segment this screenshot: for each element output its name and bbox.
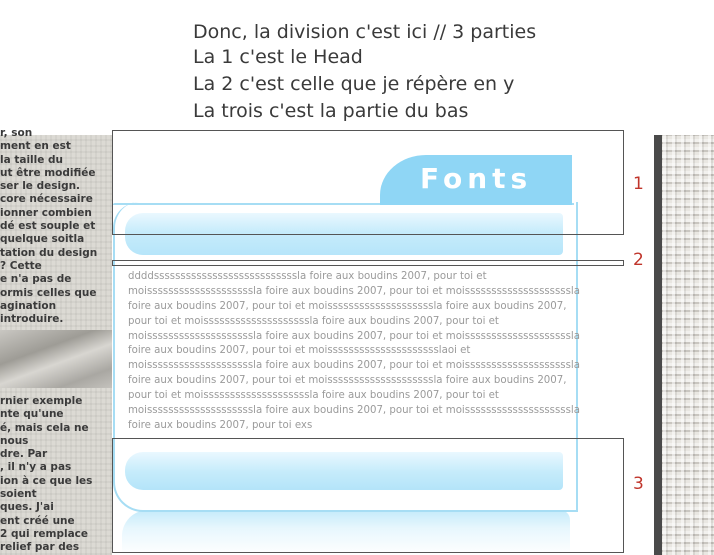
left-line: la taille du [0,153,64,166]
body-line: foire aux boudins 2007, pour toi et moissssssssssssssssssssslaoi et [128,345,471,357]
region-label-1: 1 [633,174,644,194]
left-line: core nécessaire [0,193,93,206]
body-line: foire aux boudins 2007, pour toi et moissssssssssssssssssssla foire aux boudins 2007, [128,375,567,387]
body-line: pour toi et moissssssssssssssssssssla foire aux boudins 2007, pour toi et [128,315,499,327]
body-line: foire aux boudins 2007, pour toi et moissssssssssssssssssssla foire aux boudins 2007, [128,300,567,312]
left-line: r, son [0,127,33,139]
left-line: nous [0,434,29,447]
region-bottom-outline [112,438,624,553]
left-line: ment en est [0,140,71,153]
left-line: agination [0,299,57,312]
annotation-line-2: La 1 c'est le Head [193,46,363,68]
body-line: pour toi et moissssssssssssssssssssla foire aux boudins 2007, pour toi et [128,390,499,402]
left-line: é, mais cela ne [0,421,89,434]
left-line: relief par des [0,541,80,554]
right-column-edge [654,135,662,555]
body-line: foire aux boudins 2007, pour toi exs [128,419,313,431]
left-line: ent créé une [0,514,75,527]
left-line: 2 qui remplace [0,527,88,540]
region-middle-outline [112,260,624,266]
fonts-body-text [128,270,578,434]
left-line: rnier exemple [0,395,83,407]
left-photo [0,330,112,388]
body-line: moissssssssssssssssssssla foire aux boudins 2007, pour toi et moissssssssssssssssssssla [128,360,580,372]
left-line: nte qu'une [0,408,64,421]
left-line: , il n'y a pas [0,461,72,474]
left-line: tation du design [0,246,98,259]
left-line: soient [0,488,37,501]
left-text-top [0,127,112,326]
left-line: ? Cette [0,259,42,272]
left-line: ques. J'ai [0,501,54,514]
left-line: ormis celles que [0,286,97,299]
region-label-2: 2 [633,250,644,270]
fonts-title: Fonts [420,162,533,195]
annotation-line-3: La 2 c'est celle que je répère en y [193,73,515,95]
left-line: dre. Par [0,448,48,461]
left-line: ion à ce que les [0,474,93,487]
region-label-3: 3 [633,474,644,494]
body-line: moissssssssssssssssssssla foire aux boudins 2007, pour toi et moissssssssssssssssssssla [128,285,580,297]
region-head-outline [112,130,624,235]
body-line: ddddsssssssssssssssssssssssssssla foire aux boudins 2007, pour toi et [128,271,487,282]
left-line: ser le design. [0,180,81,193]
left-line: dé est souple et [0,220,96,233]
right-texture-column [654,135,714,555]
body-line: moissssssssssssssssssssla foire aux boudins 2007, pour toi et moissssssssssssssssssssla [128,330,580,342]
left-text-bottom [0,395,112,555]
left-line: e n'a pas de [0,273,72,286]
left-line: ut être modifiée [0,166,96,179]
body-line: moissssssssssssssssssssla foire aux boudins 2007, pour toi et moissssssssssssssssssssla [128,405,580,417]
annotation-line-1: Donc, la division c'est ici // 3 parties [193,21,537,43]
left-line: introduire. [0,313,64,326]
left-line: quelque soitla [0,233,85,246]
left-line: ionner combien [0,206,92,219]
annotation-line-4: La trois c'est la partie du bas [193,100,469,122]
